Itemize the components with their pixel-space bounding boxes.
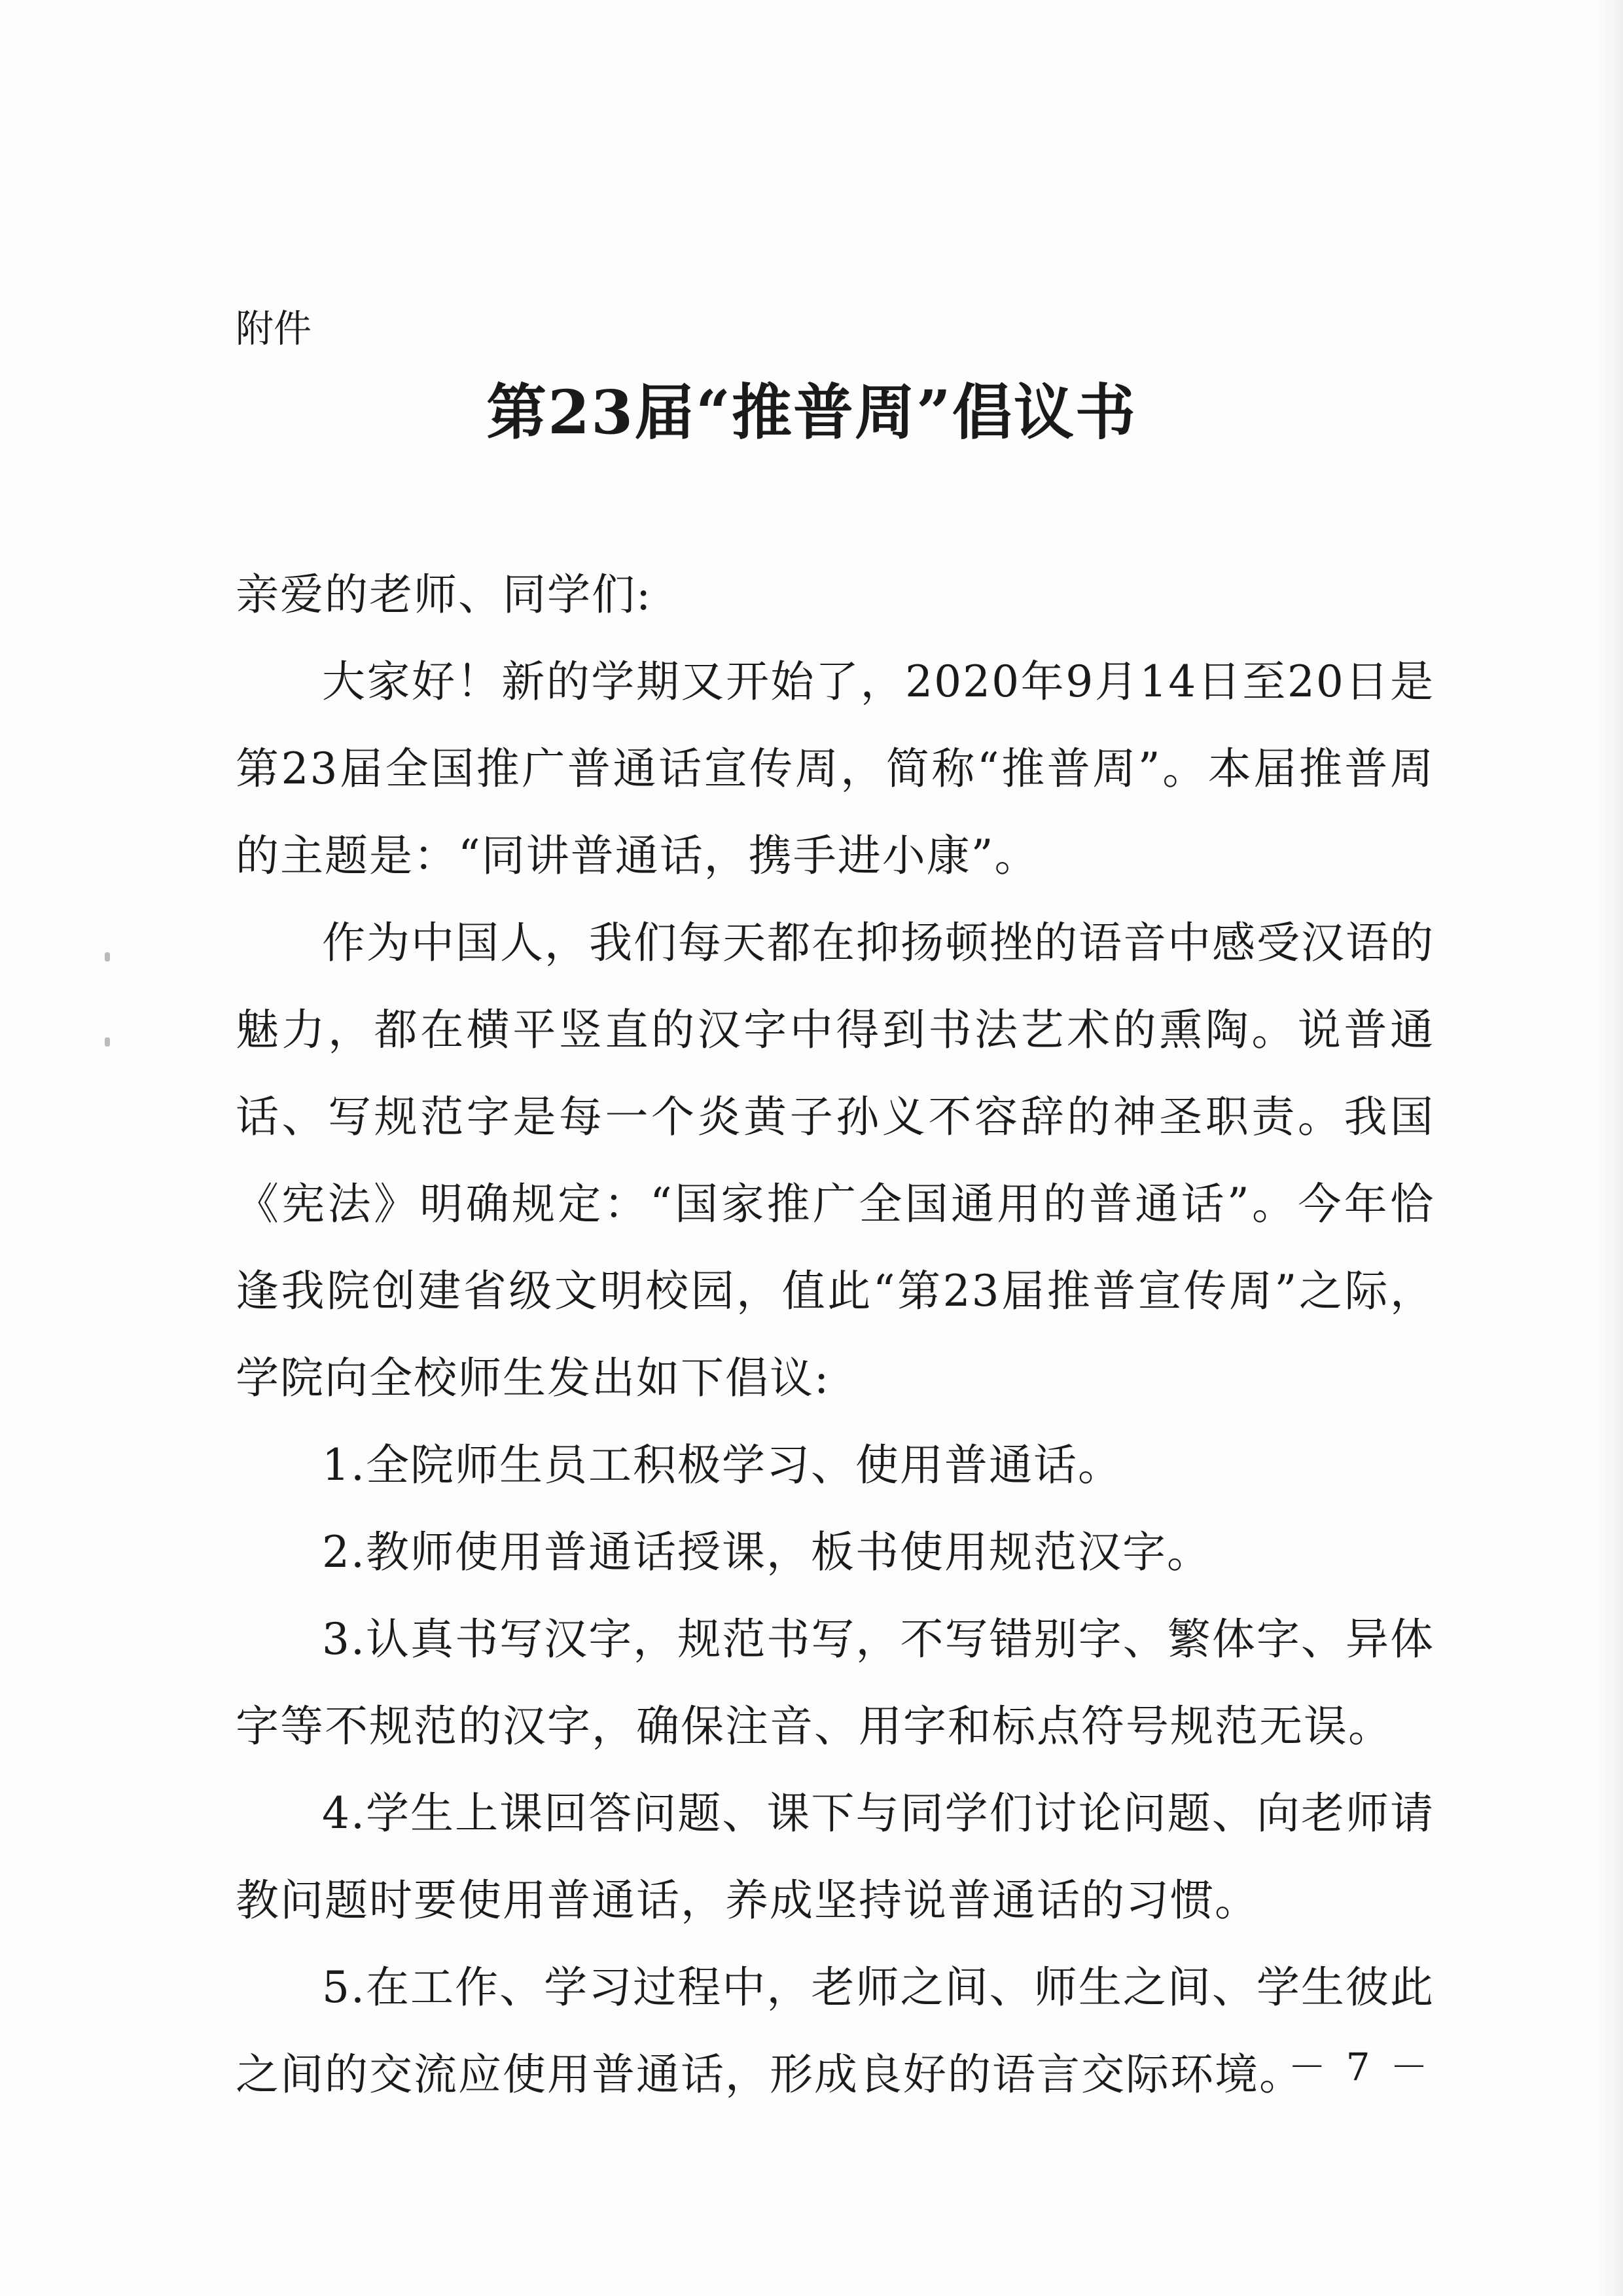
scan-speck [105,1037,110,1047]
proposal-item-3: 3.认真书写汉字，规范书写，不写错别字、繁体字、异体字等不规范的汉字，确保注音、用字和标点符号规范无误。 [236,1614,1435,1751]
attachment-label: 附件 [236,306,312,351]
proposal-item-2: 2.教师使用普通话授课，板书使用规范汉字。 [322,1527,1211,1577]
document-title: 第23届“推普周”倡议书 [486,377,1137,448]
scan-speck [105,952,110,961]
paragraph: 作为中国人，我们每天都在抑扬顿挫的语音中感受汉语的魅力，都在横平竖直的汉字中得到书法艺术的熏陶。说普通话、写规范字是每一个炎黄子孙义不容辞的神圣职责。我国《宪法》明确规定：“国家推广全国通用的普通话”。今年恰逢我院创建省级文明校园，值此“第23届推普宣传周”之际，学院向全校师生发出如下倡议: [236,918,1435,1403]
proposal-item-1: 1.全院师生员工积极学习、使用普通话。 [322,1440,1122,1490]
proposal-item-5: 5.在工作、学习过程中，老师之间、师生之间、学生彼此之间的交流应使用普通话，形成良好的语言交际环境。 [236,1962,1435,2100]
page-number: － 7 － [1288,2045,1432,2089]
salutation: 亲爱的老师、同学们: [236,569,652,620]
proposal-item-4: 4.学生上课回答问题、课下与同学们讨论问题、向老师请教问题时要使用普通话，养成坚持说普通话的习惯。 [236,1788,1435,1926]
paragraph: 大家好！新的学期又开始了，2020年9月14日至20日是第23届全国推广普通话宣传周，简称“推普周”。本届推普周的主题是：“同讲普通话，携手进小康”。 [236,656,1435,881]
document-body [236,551,1435,2118]
